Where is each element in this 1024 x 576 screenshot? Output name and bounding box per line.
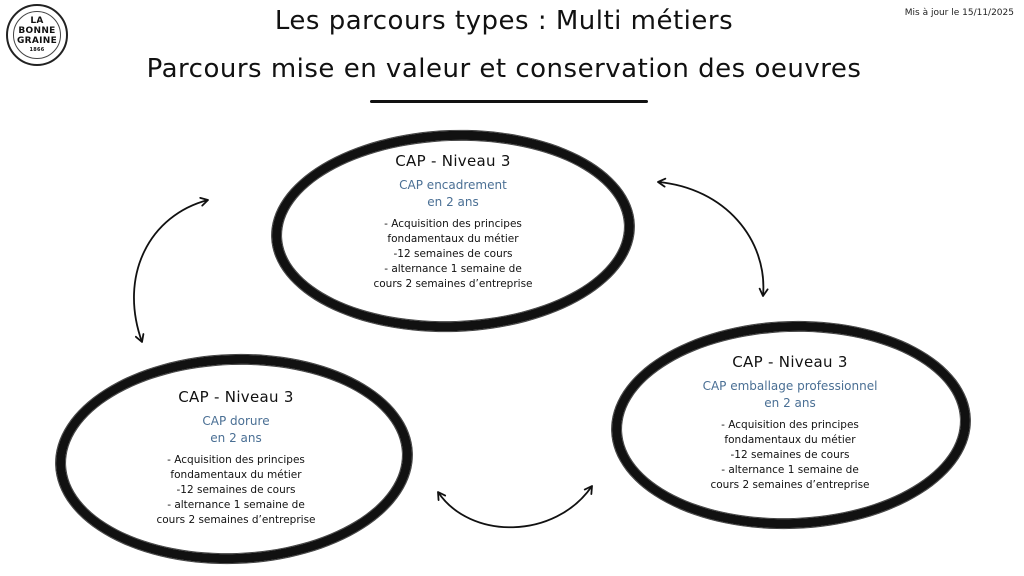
node-right-detail-2: fondamentaux du métier [724, 434, 856, 446]
node-left-name: CAP dorure [202, 414, 270, 428]
node-right-detail-3: -12 semaines de cours [730, 449, 850, 461]
node-left-detail-2: fondamentaux du métier [170, 469, 302, 481]
node-right-name: CAP emballage professionnel [702, 379, 878, 393]
logo-text-3: GRAINE [16, 36, 58, 46]
node-top-duration: en 2 ans [427, 195, 479, 209]
arrow-bottom [438, 486, 592, 527]
node-top-name: CAP encadrement [399, 178, 507, 192]
logo-text-1: LA [30, 16, 44, 26]
node-right-level: CAP - Niveau 3 [732, 353, 848, 371]
page-subtitle: Parcours mise en valeur et conservation des oeuvres [146, 54, 862, 84]
node-top-detail-5: cours 2 semaines d’entreprise [373, 278, 533, 290]
node-top-detail-1: - Acquisition des principes [384, 218, 522, 230]
node-top-level: CAP - Niveau 3 [395, 152, 511, 170]
update-date: Mis à jour le 15/11/2025 [904, 8, 1014, 18]
arrow-top-left [134, 200, 208, 342]
node-right-duration: en 2 ans [764, 396, 816, 410]
node-right-detail-4: - alternance 1 semaine de [721, 464, 859, 476]
node-left-detail-4: - alternance 1 semaine de [167, 499, 305, 511]
logo-year: 1866 [29, 47, 45, 53]
node-right-detail-1: - Acquisition des principes [721, 419, 859, 431]
logo-text-2: BONNE [18, 26, 56, 36]
node-left-detail-3: -12 semaines de cours [176, 484, 296, 496]
node-right-detail-5: cours 2 semaines d’entreprise [710, 479, 870, 491]
arrow-top-right [658, 182, 763, 296]
node-left-detail-5: cours 2 semaines d’entreprise [156, 514, 316, 526]
node-left-duration: en 2 ans [210, 431, 262, 445]
page-title: Les parcours types : Multi métiers [274, 6, 734, 36]
node-top-detail-4: - alternance 1 semaine de [384, 263, 522, 275]
node-top-detail-2: fondamentaux du métier [387, 233, 519, 245]
node-left-detail-1: - Acquisition des principes [167, 454, 305, 466]
node-top-detail-3: -12 semaines de cours [393, 248, 513, 260]
node-left-level: CAP - Niveau 3 [178, 388, 294, 406]
